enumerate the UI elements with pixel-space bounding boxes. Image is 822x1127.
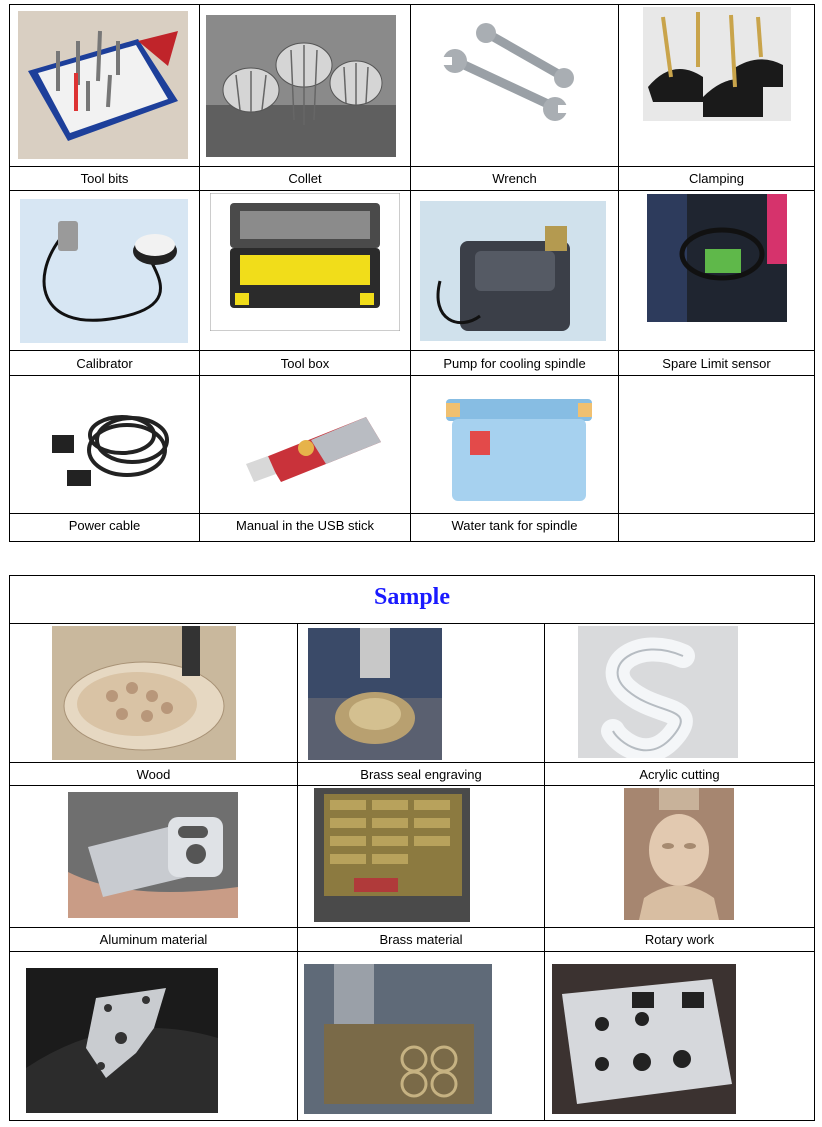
caption-wrench: Wrench — [492, 171, 537, 186]
accessories-table — [9, 4, 815, 542]
caption-tool-box: Tool box — [280, 356, 330, 371]
caption-acrylic: Acrylic cutting — [639, 767, 720, 782]
caption-brass: Brass material — [379, 932, 463, 947]
limit-sensor-image — [647, 194, 787, 322]
panel-cutting-image — [552, 964, 736, 1114]
rotary-bust-image — [624, 788, 734, 920]
water-tank-image — [434, 389, 604, 505]
caption-pump: Pump for cooling spindle — [443, 356, 586, 371]
pump-image — [420, 201, 606, 341]
sample-title: Sample — [373, 584, 450, 610]
brass-seal-image — [308, 628, 442, 760]
caption-brass-seal: Brass seal engraving — [360, 767, 482, 782]
tool-bits-image — [18, 11, 188, 159]
aluminum-part-image — [68, 792, 238, 918]
tool-box-image — [210, 193, 400, 331]
caption-clamping: Clamping — [689, 171, 744, 186]
clamping-image — [643, 7, 791, 121]
brass-plate-image — [314, 788, 470, 922]
caption-aluminum: Aluminum material — [99, 932, 208, 947]
caption-water-tank: Water tank for spindle — [451, 518, 578, 533]
caption-usb-stick: Manual in the USB stick — [235, 518, 374, 533]
engraving-machine-image — [304, 964, 492, 1114]
calibrator-image — [20, 199, 188, 343]
caption-wood: Wood — [136, 767, 171, 782]
acrylic-image — [578, 626, 738, 758]
usb-stick-image — [236, 402, 396, 492]
wrench-image — [430, 23, 580, 143]
power-cable-image — [32, 395, 182, 503]
caption-power-cable: Power cable — [68, 518, 141, 533]
caption-calibrator: Calibrator — [76, 356, 133, 371]
wood-carving-image — [52, 626, 236, 760]
caption-tool-bits: Tool bits — [80, 171, 129, 186]
collet-image — [206, 15, 396, 157]
metal-bracket-image — [26, 968, 218, 1113]
caption-rotary: Rotary work — [644, 932, 715, 947]
sample-table — [9, 575, 815, 1121]
caption-limit-sensor: Spare Limit sensor — [662, 356, 771, 371]
caption-collet: Collet — [288, 171, 322, 186]
